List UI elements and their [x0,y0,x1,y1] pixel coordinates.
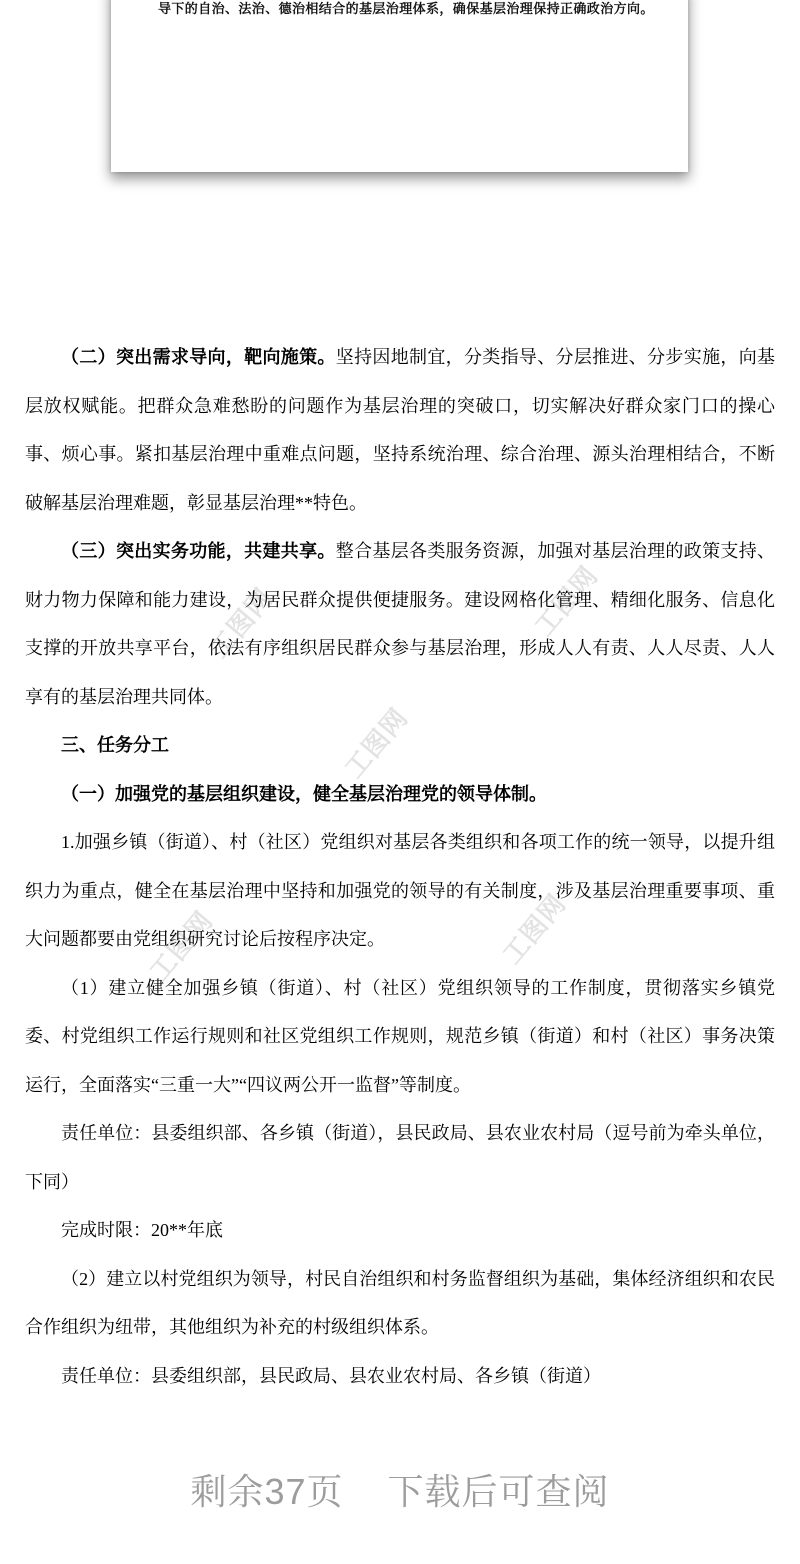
paragraph-text: （2）建立以村党组织为领导，村民自治组织和村务监督组织为基础，集体经济组织和农民合作组织为纽带，其他组织为补充的村级组织体系。 [25,1268,775,1337]
watermark-text: 工图网 [528,560,604,642]
remaining-pages-label: 剩余37页 [190,1471,344,1512]
responsible-unit-line [25,1109,775,1206]
paragraph-text: 坚持因地制宜，分类指导、分层推进、分步实施，向基层放权赋能。把群众急难愁盼的问题作为基层治理的突破口，切实解决好群众家门口的操心事、烦心事。紧扣基层治理中重难点问题，坚持系统治理、综合治理、源头治理相结合，不断破解基层治理难题，彰显基层治理**特色。 [25,347,776,513]
deadline-line [25,1206,775,1255]
watermark-text: 工图网 [203,582,279,664]
responsible-unit-line [25,1352,775,1401]
paragraph [25,1255,775,1352]
paragraph [25,964,775,1110]
section-heading [25,721,775,770]
paragraph [25,527,775,721]
paragraph-text: 整合基层各类服务资源，加强对基层治理的政策支持、财力物力保障和能力建设，为居民群众提供便捷服务。建设网格化管理、精细化服务、信息化支撑的开放共享平台，依法有序组织居民群众参与基层治理，形成人人有责、人人尽责、人人享有的基层治理共同体。 [25,541,776,707]
paragraph-lead: 三、任务分工 [61,735,169,755]
paragraph-text: 完成时限：20**年底 [61,1220,223,1240]
paragraph-lead: （三）突出实务功能，共建共享。 [61,541,336,561]
document-body [25,333,775,1400]
paragraph-lead: （一）加强党的基层组织建设，健全基层治理党的领导体制。 [61,783,547,804]
paragraph-text: 责任单位：县委组织部、各乡镇（街道），县民政局、县农业农村局（逗号前为牵头单位，下同） [25,1123,775,1192]
subsection-heading [25,770,775,819]
watermark-text: 工图网 [143,905,219,987]
watermark-text: 工图网 [496,888,572,970]
paragraph-lead: （二）突出需求导向，靶向施策。 [61,347,336,367]
paragraph-text: 责任单位：县委组织部，县民政局、县农业农村局、各乡镇（街道） [61,1365,601,1386]
paragraph-text: 1.加强乡镇（街道）、村（社区）党组织对基层各类组织和各项工作的统一领导，以提升组织力为重点，健全在基层治理中坚持和加强党的领导的有关制度，涉及基层治理重要事项、重大问题都要由党组织研究讨论后按程序决定。 [25,832,775,949]
paragraph [25,818,775,964]
previous-page-tail-text: 导下的自治、法治、德治相结合的基层治理体系，确保基层治理保持正确政治方向。 [158,1,654,16]
watermark-text: 工图网 [338,702,414,784]
previous-page-sheet [111,0,688,172]
paragraph [25,333,775,527]
download-hint-label: 下载后可查阅 [387,1471,610,1512]
paragraph-text: （1）建立健全加强乡镇（街道）、村（社区）党组织领导的工作制度，贯彻落实乡镇党委、村党组织工作运行规则和社区党组织工作规则，规范乡镇（街道）和村（社区）事务决策运行，全面落实“三重一大”“四议两公开一监督”等制度。 [25,977,775,1095]
preview-footer [0,1464,800,1515]
